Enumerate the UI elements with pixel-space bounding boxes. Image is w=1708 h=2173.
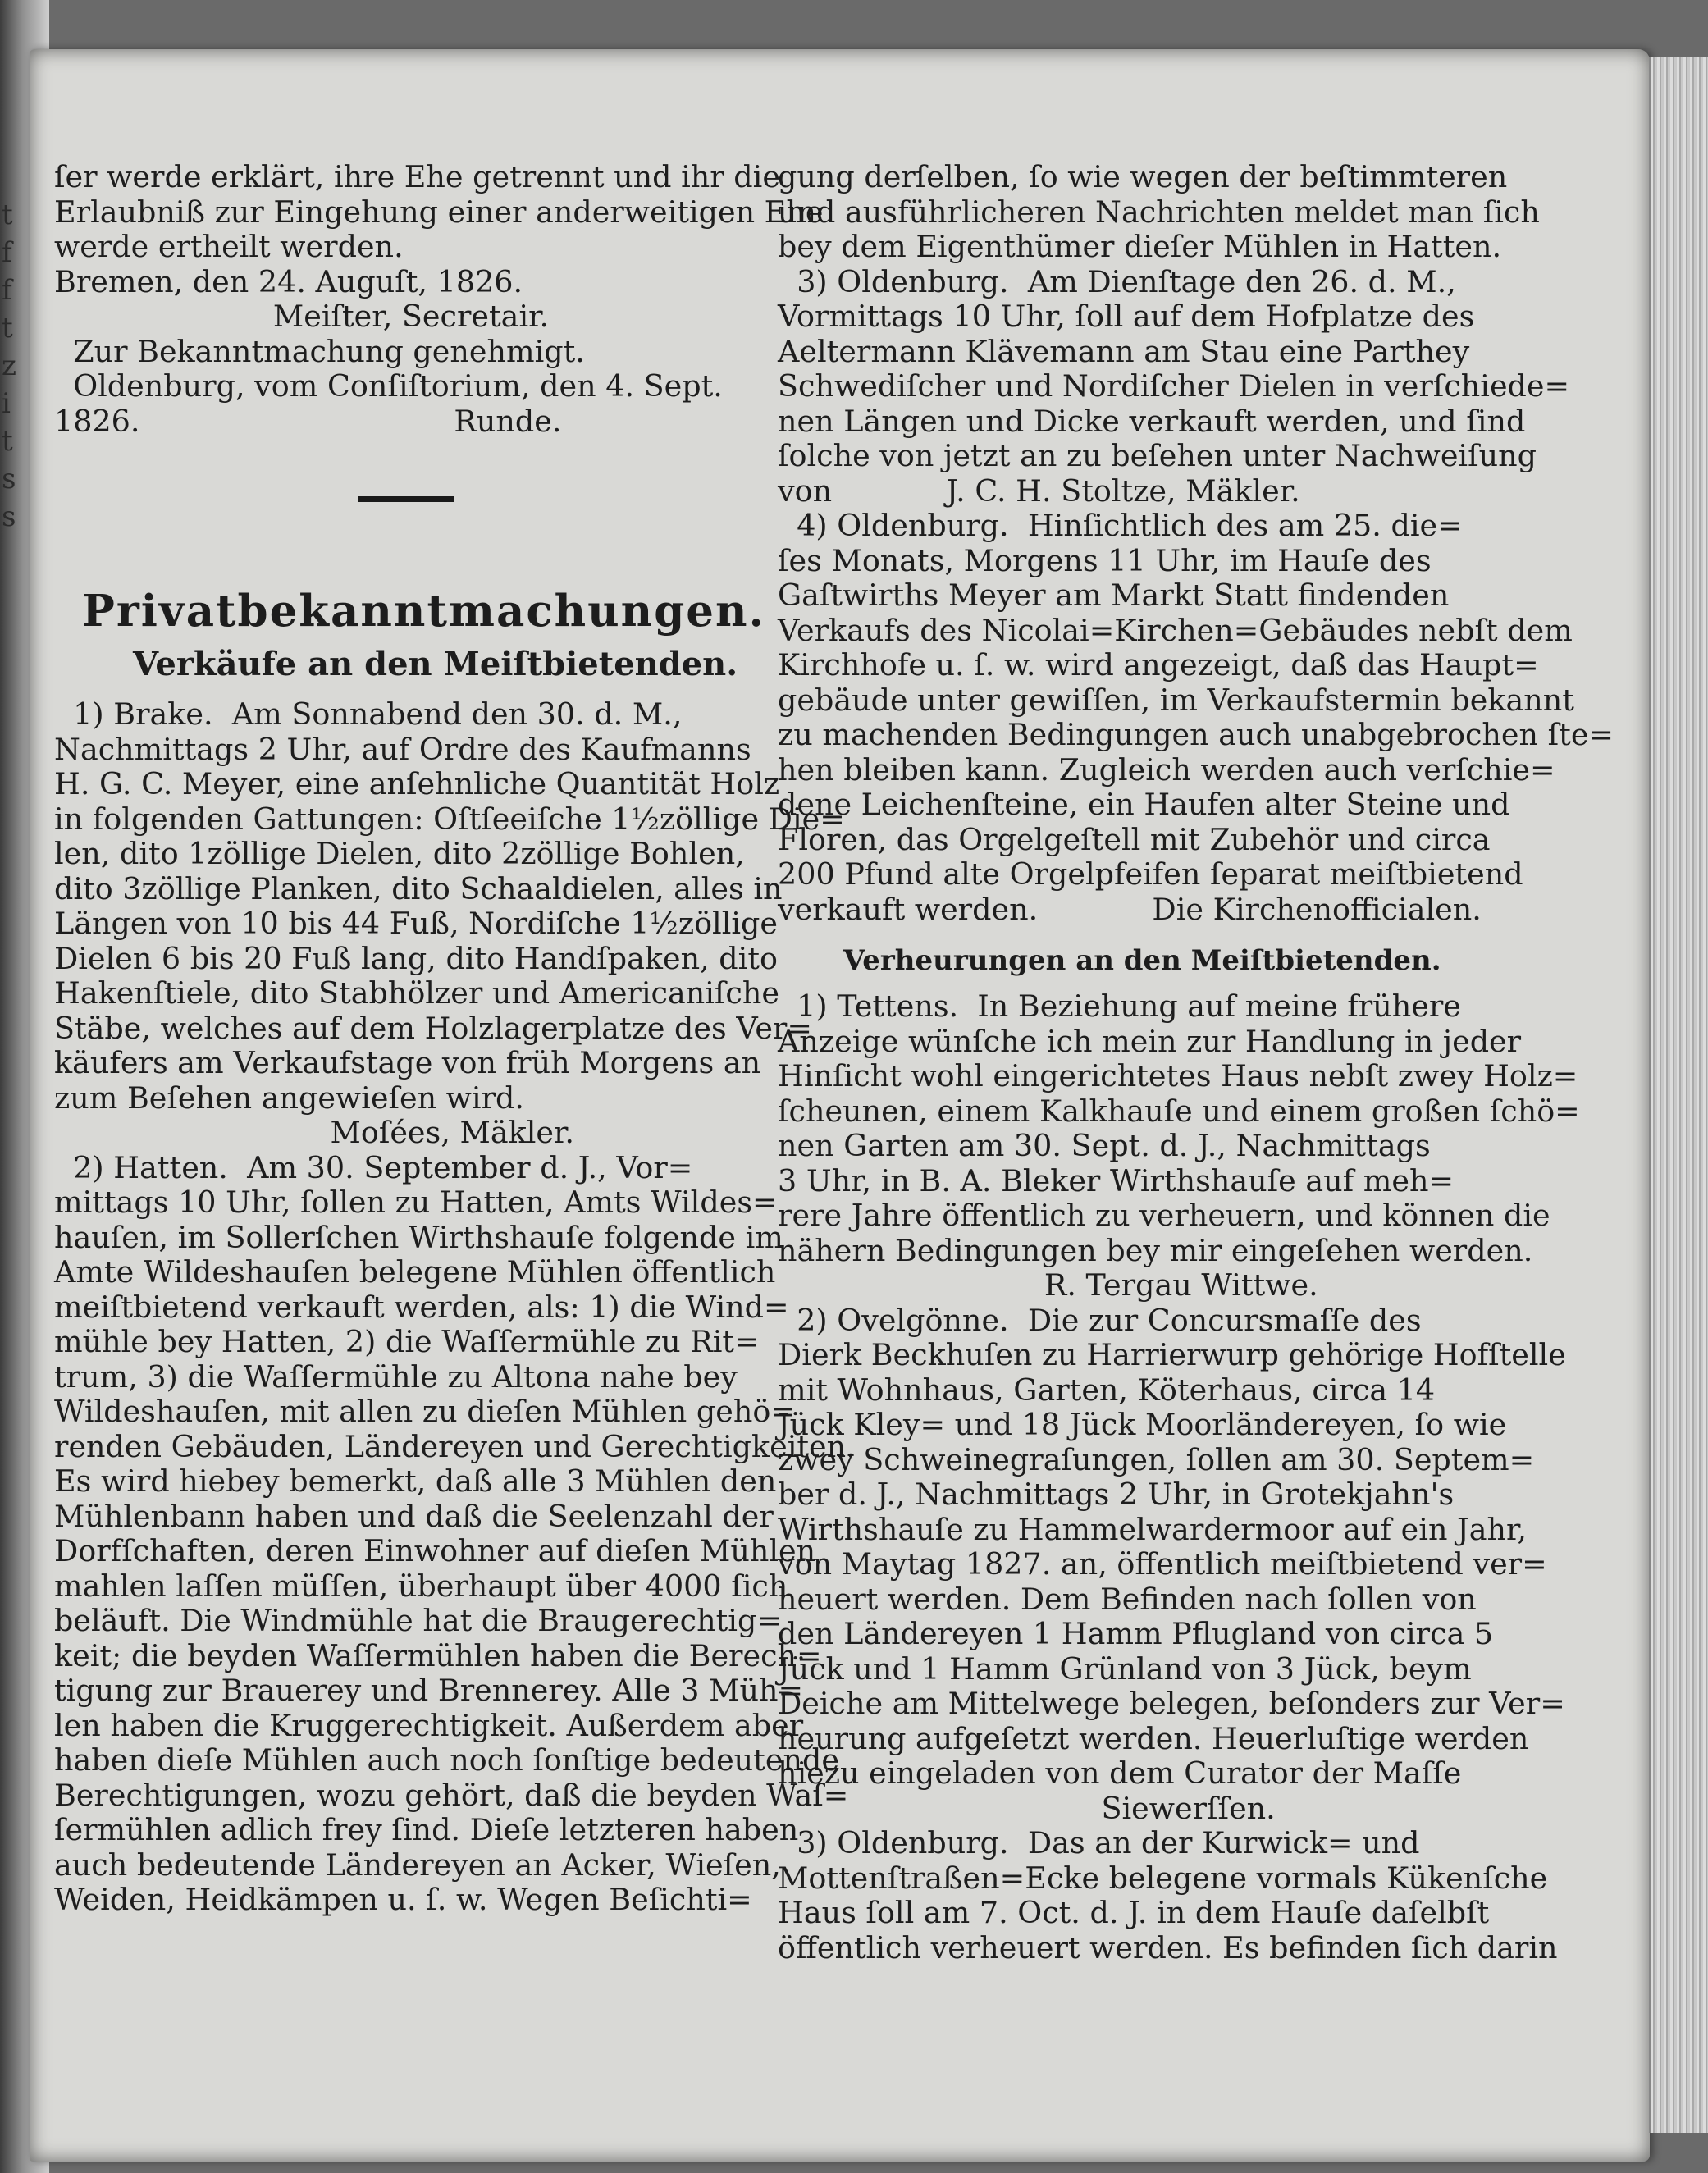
text-line: Verkaufs des Nicolai=Kirchen=Gebäudes nebſt dem bbox=[778, 612, 1573, 648]
text-line: verkauft werden. Die Kirchenofficialen. bbox=[778, 891, 1482, 927]
margin-fragment: s bbox=[2, 463, 16, 495]
text-line: Wildeshauſen, mit allen zu dieſen Mühlen gehö= bbox=[54, 1394, 796, 1429]
text-line: nen Längen und Dicke verkauft werden, und ſind bbox=[778, 403, 1526, 439]
text-line: hauſen, im Sollerſchen Wirthshauſe folgende im bbox=[54, 1219, 783, 1255]
text-line: Bremen, den 24. Auguſt, 1826. bbox=[54, 263, 523, 299]
text-line: Haus ſoll am 7. Oct. d. J. in dem Hauſe daſelbſt bbox=[778, 1895, 1490, 1930]
text-line: H. G. C. Meyer, eine anſehnliche Quantität Holz bbox=[54, 766, 780, 801]
text-line: Oldenburg, vom Conſiſtorium, den 4. Sept. bbox=[54, 368, 723, 404]
text-line: ſolche von jetzt an zu beſehen unter Nachweiſung bbox=[778, 438, 1537, 473]
text-line: Nachmittags 2 Uhr, auf Ordre des Kaufmanns bbox=[54, 731, 751, 767]
text-line: 2) Hatten. Am 30. September d. J., Vor= bbox=[54, 1149, 693, 1185]
text-line: mahlen laſſen müſſen, überhaupt über 4000 ſich bbox=[54, 1568, 788, 1604]
text-line: mühle bey Hatten, 2) die Waſſermühle zu Rit= bbox=[54, 1324, 760, 1359]
right-column bbox=[778, 159, 1614, 1965]
left-body-text bbox=[54, 696, 856, 1918]
text-line: käufers am Verkaufstage von früh Morgens an bbox=[54, 1045, 761, 1080]
section-subheading-sales: Verkäufe an den Meiſtbietenden. bbox=[133, 645, 738, 683]
text-line: von J. C. H. Stoltze, Mäkler. bbox=[778, 472, 1300, 509]
text-line: 4) Oldenburg. Hinſichtlich des am 25. die= bbox=[778, 508, 1463, 543]
text-line: zum Beſehen angewieſen wird. bbox=[54, 1080, 525, 1116]
text-line: 2) Ovelgönne. Die zur Concursmaſſe des bbox=[778, 1302, 1422, 1338]
text-line: Amte Wildeshauſen belegene Mühlen öffentlich bbox=[54, 1254, 776, 1290]
text-line: den Ländereyen 1 Hamm Pflugland von circa 5 bbox=[778, 1616, 1494, 1651]
text-line: von Maytag 1827. an, öffentlich meiſtbietend ver= bbox=[778, 1546, 1547, 1582]
margin-fragment: f bbox=[2, 274, 12, 307]
left-column bbox=[54, 159, 856, 1918]
text-line: Schwediſcher und Nordiſcher Dielen in verſchiede= bbox=[778, 368, 1570, 404]
text-line: heuert werden. Dem Befinden nach ſollen von bbox=[778, 1581, 1477, 1617]
text-line: nen Garten am 30. Sept. d. J., Nachmittags bbox=[778, 1128, 1431, 1163]
text-line: Dielen 6 bis 20 Fuß lang, dito Handſpaken, dito bbox=[54, 940, 778, 976]
text-line: ber d. J., Nachmittags 2 Uhr, in Grotekjahn's bbox=[778, 1477, 1455, 1512]
text-line: gebäude unter gewiſſen, im Verkaufstermin bekannt bbox=[778, 682, 1574, 718]
text-line: Anzeige wünſche ich mein zur Handlung in jeder bbox=[778, 1023, 1522, 1059]
text-line: tigung zur Brauerey und Brennerey. Alle 3 Müh= bbox=[54, 1673, 804, 1708]
text-line: Berechtigungen, wozu gehört, daß die beyden Waſ= bbox=[54, 1777, 849, 1813]
text-line: Es wird hiebey bemerkt, daß alle 3 Mühlen den bbox=[54, 1463, 777, 1499]
section-subheading-rentals: Verheurungen an den Meiſtbietenden. bbox=[843, 944, 1441, 977]
text-line: beläuft. Die Windmühle hat die Braugerechtig= bbox=[54, 1603, 782, 1638]
text-line: haben dieſe Mühlen auch noch ſonſtige bedeutende bbox=[54, 1742, 839, 1778]
text-line: keit; die beyden Waſſermühlen haben die Berech= bbox=[54, 1637, 822, 1673]
margin-fragment: t bbox=[2, 425, 13, 458]
section-divider bbox=[54, 439, 750, 537]
text-line: Hakenſtiele, dito Stabhölzer und Americaniſche bbox=[54, 975, 779, 1011]
text-line: gung derſelben, ſo wie wegen der beſtimmteren bbox=[778, 159, 1508, 194]
text-line: Siewerſſen. bbox=[778, 1790, 1276, 1826]
text-line: bey dem Eigenthümer dieſer Mühlen in Hatten. bbox=[778, 229, 1502, 264]
margin-fragment: s bbox=[2, 500, 16, 533]
text-line: öffentlich verheuert werden. Es befinden ſich darin bbox=[778, 1929, 1558, 1965]
text-line: ſcheunen, einem Kalkhauſe und einem großen ſchö= bbox=[778, 1093, 1580, 1129]
text-line: hen bleiben kann. Zugleich werden auch verſchie= bbox=[778, 751, 1555, 787]
previous-page-fragments bbox=[2, 197, 26, 536]
text-line: rere Jahre öffentlich zu verheuern, und können die bbox=[778, 1198, 1550, 1233]
text-line: Deiche am Mittelwege belegen, beſonders zur Ver= bbox=[778, 1686, 1565, 1721]
text-line: auch bedeutende Ländereyen an Acker, Wieſen, bbox=[54, 1847, 781, 1883]
text-line: Hinſicht wohl eingerichtetes Haus nebſt zwey Holz= bbox=[778, 1058, 1578, 1093]
text-line: und ausführlicheren Nachrichten meldet man ſich bbox=[778, 194, 1540, 230]
text-line: renden Gebäuden, Ländereyen und Gerechtigkeiten. bbox=[54, 1428, 856, 1464]
text-line: Jück und 1 Hamm Grünland von 3 Jück, beym bbox=[778, 1650, 1472, 1687]
text-line: Wirthshauſe zu Hammelwardermoor auf ein Jahr, bbox=[778, 1511, 1527, 1547]
text-line: ſer werde erklärt, ihre Ehe getrennt und ihr die bbox=[54, 159, 780, 194]
text-line: in folgenden Gattungen: Oſtſeeiſche 1½zöllige Die= bbox=[54, 801, 845, 837]
text-line: zu machenden Bedingungen auch unabgebrochen ſte= bbox=[778, 717, 1614, 752]
text-line: dito 3zöllige Planken, dito Schaaldielen, alles in bbox=[54, 870, 783, 906]
text-line: Längen von 10 bis 44 Fuß, Nordiſche 1½zöllige bbox=[54, 906, 779, 941]
section-heading: Privatbekanntmachungen. bbox=[82, 586, 765, 637]
text-line: dene Leichenſteine, ein Haufen alter Steine und bbox=[778, 787, 1510, 822]
text-line: Aeltermann Klävemann am Stau eine Parthey bbox=[778, 333, 1470, 369]
text-line: zwey Schweinegraſungen, ſollen am 30. Septem= bbox=[778, 1441, 1535, 1477]
text-line: ſes Monats, Morgens 11 Uhr, im Hauſe des bbox=[778, 542, 1432, 578]
text-line: nähern Bedingungen bey mir eingeſehen werden. bbox=[778, 1232, 1533, 1268]
divider-rule bbox=[358, 496, 454, 502]
text-line: Stäbe, welches auf dem Holzlagerplatze des Ver= bbox=[54, 1010, 812, 1046]
text-line: Vormittags 10 Uhr, ſoll auf dem Hofplatze des bbox=[778, 299, 1475, 334]
text-line: Weiden, Heidkämpen u. ſ. w. Wegen Beſichti= bbox=[54, 1882, 752, 1917]
text-line: mittags 10 Uhr, ſollen zu Hatten, Amts Wildes= bbox=[54, 1185, 778, 1220]
margin-fragment: t bbox=[2, 199, 13, 231]
text-line: hiezu eingeladen von dem Curator der Maſſe bbox=[778, 1755, 1462, 1791]
left-top-text bbox=[54, 159, 824, 439]
text-line: 3) Oldenburg. Das an der Kurwick= und bbox=[778, 1825, 1420, 1860]
text-line: 1826. Runde. bbox=[54, 403, 562, 439]
text-line: trum, 3) die Waſſermühle zu Altona nahe bey bbox=[54, 1358, 738, 1395]
right-body-text bbox=[778, 988, 1580, 1965]
text-line: heurung aufgeſetzt werden. Heuerluſtige werden bbox=[778, 1720, 1529, 1756]
right-top-text bbox=[778, 159, 1614, 927]
text-line: Gaſtwirths Meyer am Markt Statt findenden bbox=[778, 577, 1450, 613]
page-stack-edge bbox=[1649, 57, 1708, 2133]
text-line: Moſées, Mäkler. bbox=[54, 1115, 575, 1150]
text-line: len haben die Kruggerechtigkeit. Außerdem aber bbox=[54, 1707, 804, 1743]
text-line: Meiſter, Secretair. bbox=[54, 299, 550, 334]
text-line: meiſtbietend verkauft werden, als: 1) die Wind= bbox=[54, 1289, 789, 1325]
text-line: werde ertheilt werden. bbox=[54, 229, 404, 264]
text-line: 1) Tettens. In Beziehung auf meine frühere bbox=[778, 988, 1461, 1024]
text-line: 3 Uhr, in B. A. Bleker Wirthshauſe auf meh= bbox=[778, 1162, 1455, 1198]
margin-fragment: t bbox=[2, 312, 13, 345]
text-line: Zur Bekanntmachung genehmigt. bbox=[54, 333, 585, 369]
text-line: ſermühlen adlich frey ſind. Dieſe letzteren haben bbox=[54, 1812, 799, 1847]
text-line: Erlaubniß zur Eingehung einer anderweitigen Ehe bbox=[54, 194, 824, 230]
margin-fragment: f bbox=[2, 236, 12, 269]
text-line: 1) Brake. Am Sonnabend den 30. d. M., bbox=[54, 696, 683, 732]
text-line: Jück Kley= und 18 Jück Moorländereyen, ſo wie bbox=[778, 1407, 1507, 1442]
text-line: 3) Oldenburg. Am Dienſtage den 26. d. M., bbox=[778, 263, 1456, 299]
text-line: Mühlenbann haben und daß die Seelenzahl der bbox=[54, 1498, 774, 1534]
margin-fragment: i bbox=[2, 387, 11, 420]
text-line: len, dito 1zöllige Dielen, dito 2zöllige Bohlen, bbox=[54, 836, 745, 871]
text-line: mit Wohnhaus, Garten, Köterhaus, circa 14 bbox=[778, 1372, 1436, 1408]
text-line: Dierk Beckhuſen zu Harrierwurp gehörige Hofſtelle bbox=[778, 1337, 1566, 1372]
text-line: R. Tergau Wittwe. bbox=[778, 1267, 1318, 1303]
text-line: Mottenſtraßen=Ecke belegene vormals Kükenſche bbox=[778, 1860, 1548, 1896]
text-line: 200 Pfund alte Orgelpfeifen ſeparat meiſtbietend bbox=[778, 856, 1523, 892]
text-line: Floren, das Orgelgeſtell mit Zubehör und circa bbox=[778, 821, 1491, 857]
text-line: Kirchhofe u. ſ. w. wird angezeigt, daß das Haupt= bbox=[778, 647, 1539, 682]
text-line: Dorfſchaften, deren Einwohner auf dieſen Mühlen bbox=[54, 1533, 816, 1568]
margin-fragment: z bbox=[2, 349, 16, 382]
